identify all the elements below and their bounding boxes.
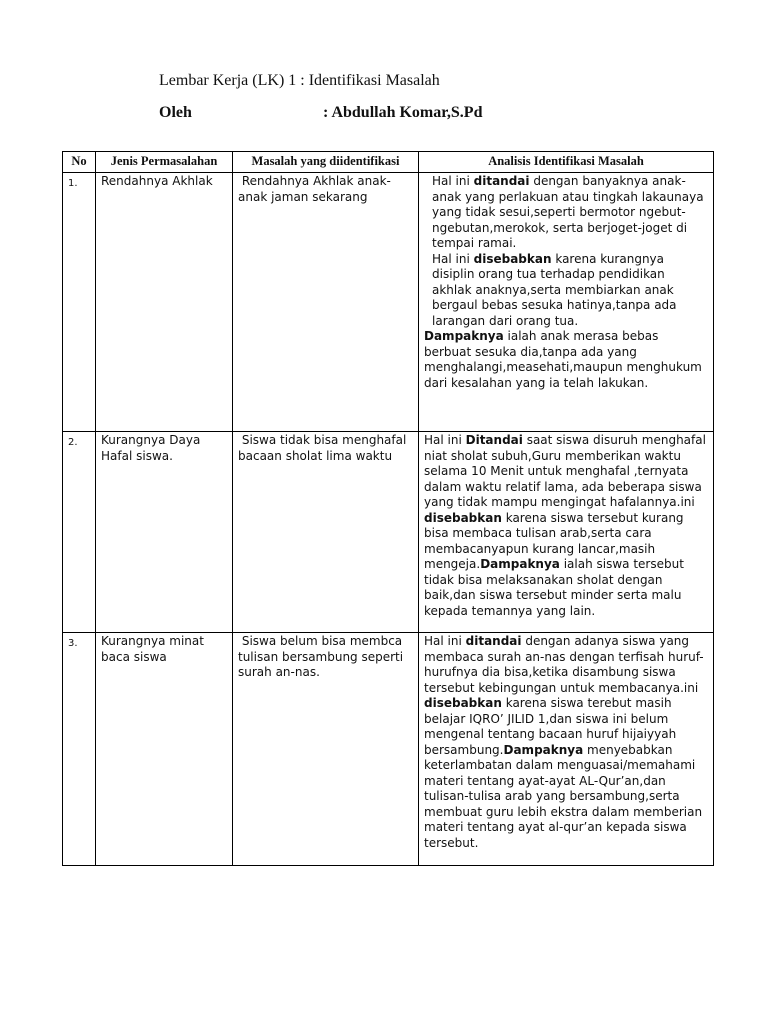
header-jenis: Jenis Permasalahan: [96, 152, 233, 173]
author-label: Oleh: [159, 104, 192, 121]
header-no: No: [63, 152, 96, 173]
problem-type: Kurangnya minat baca siswa: [96, 633, 233, 866]
analysis-paragraph: Dampaknya ialah anak merasa bebas berbuat sesuka dia,tanpa ada yang menghalangi,measehati,maupun menghukum dari kesalahan yang ia telah lakukan.: [424, 329, 702, 390]
author-name: : Abdullah Komar,S.Pd: [323, 104, 483, 121]
author-line: [159, 104, 482, 122]
row-number: 1.: [63, 173, 96, 432]
problem-analysis: Hal ini ditandai dengan adanya siswa yang membaca surah an-nas dengan terfisah huruf-hurufnya dia bisa,ketika disambung siswa tersebut kebingungan untuk membacanya.ini disebabkan karena siswa terebut masih belajar IQRO’ JILID 1,dan siswa ini belum mengenal tentang bacaan huruf hijaiyyah bersambung.Dampaknya menyebabkan keterlambatan dalam menguasai/memahami materi tentang ayat-ayat AL-Qur’an,dan tulisan-tulisa arab yang bersambung,serta membuat guru lebih ekstra dalam memberian materi tentang ayat al-qur’an kepada siswa tersebut.: [419, 633, 714, 866]
analysis-paragraph: Hal ini disebabkan karena kurangnya disiplin orang tua terhadap pendidikan akhlak anaknya,serta membiarkan anak bergaul bebas sesuka hatinya,tanpa ada larangan dari orang tua.: [432, 251, 677, 328]
problem-type: Kurangnya Daya Hafal siswa.: [96, 432, 233, 633]
problem-identified: Rendahnya Akhlak anak-anak jaman sekarang: [233, 173, 419, 432]
header-analisis: Analisis Identifikasi Masalah: [419, 152, 714, 173]
table-row: [63, 173, 714, 432]
table-header-row: [63, 152, 714, 173]
table-row: [63, 633, 714, 866]
header-masalah: Masalah yang diidentifikasi: [233, 152, 419, 173]
problem-type: Rendahnya Akhlak: [96, 173, 233, 432]
problem-identified: Siswa belum bisa membca tulisan bersambung seperti surah an-nas.: [233, 633, 419, 866]
problem-analysis: [419, 173, 714, 432]
document-title: Lembar Kerja (LK) 1 : Identifikasi Masalah: [159, 72, 440, 89]
table-row: [63, 432, 714, 633]
problem-identification-table: [62, 151, 714, 866]
problem-analysis: Hal ini Ditandai saat siswa disuruh menghafal niat sholat subuh,Guru memberikan waktu selama 10 Menit untuk menghafal ,ternyata dalam waktu relatif lama, ada beberapa siswa yang tidak mampu mengingat hafalannya.ini disebabkan karena siswa tersebut kurang bisa membaca tulisan arab,serta cara membacanyapun kurang lancar,masih mengeja.Dampaknya ialah siswa tersebut tidak bisa melaksanakan sholat dengan baik,dan siswa tersebut minder serta malu kepada temannya yang lain.: [419, 432, 714, 633]
row-number: 2.: [63, 432, 96, 633]
row-number: 3.: [63, 633, 96, 866]
problem-identified: Siswa tidak bisa menghafal bacaan sholat lima waktu: [233, 432, 419, 633]
analysis-paragraph: Hal ini ditandai dengan banyaknya anak-anak yang perlakuan atau tingkah lakaunaya yang tidak sesui,seperti bermotor ngebut-ngebutan,merokok, serta berjoget-joget di tempai ramai.: [432, 174, 704, 250]
